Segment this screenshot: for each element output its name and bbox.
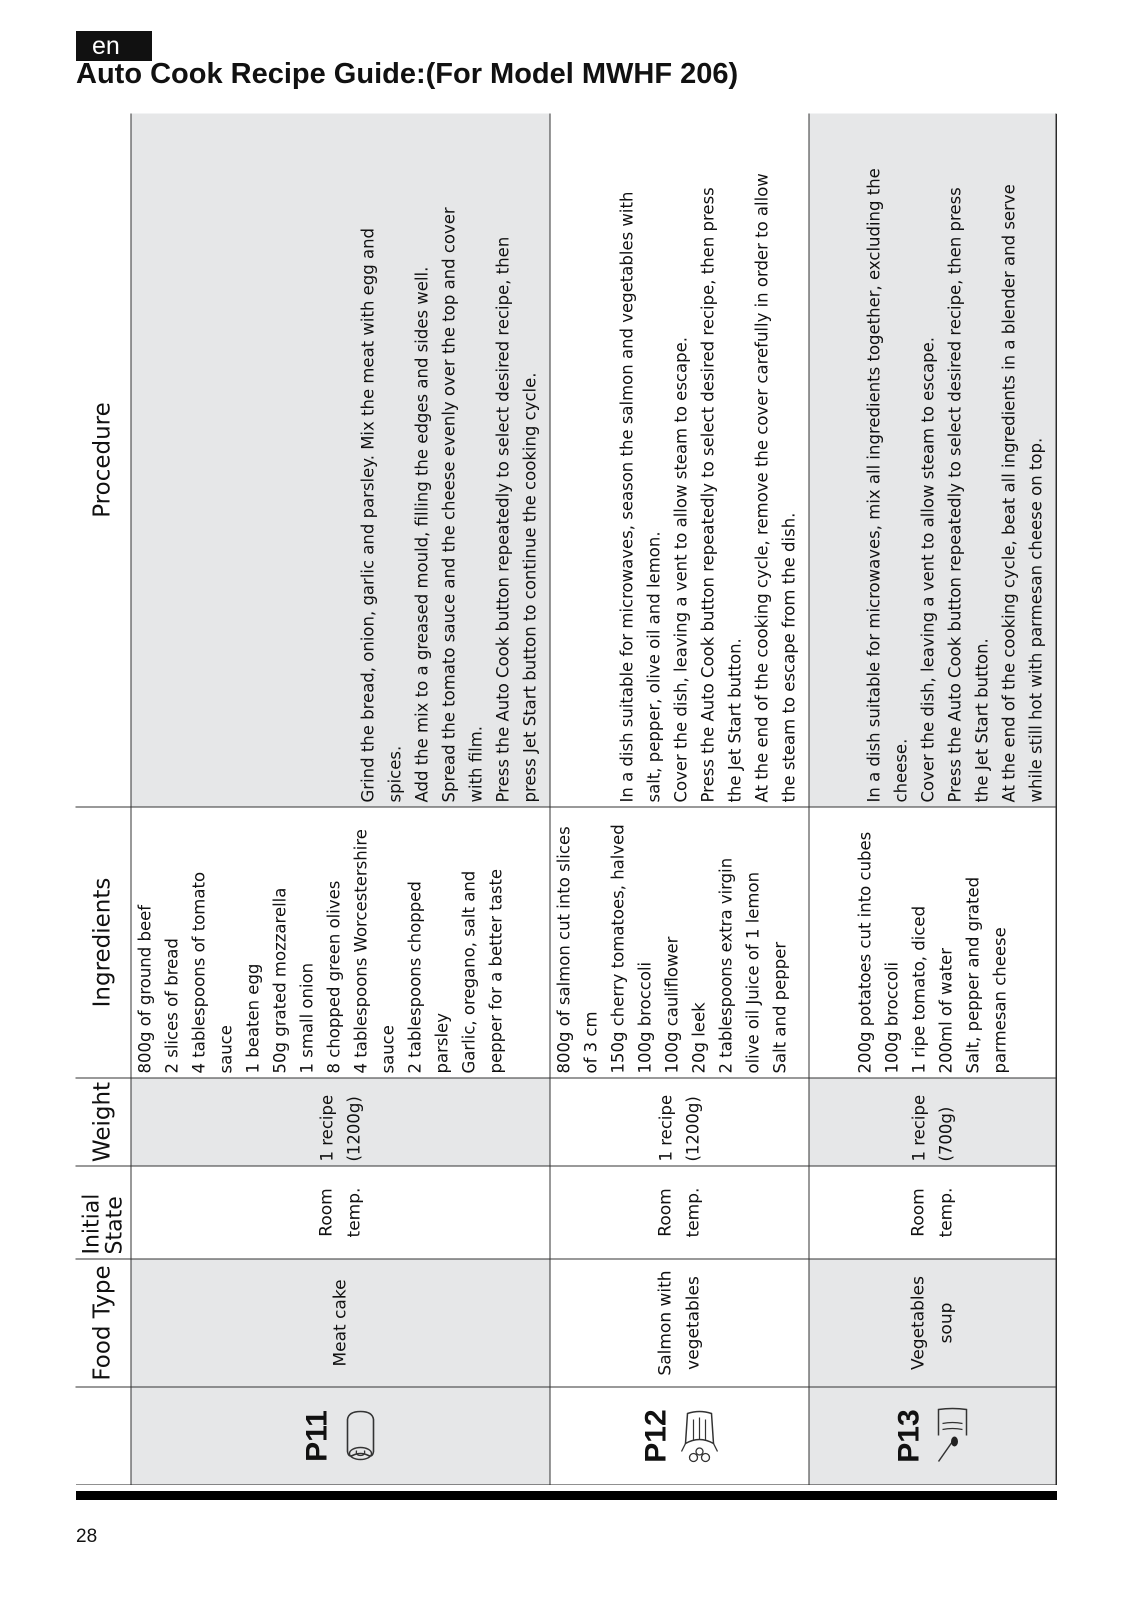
recipe-code: P13 [892,1409,926,1463]
ingredient-line: olive oil Juice of 1 lemon [743,871,763,1074]
initial-state-line: Room [316,1188,337,1237]
food-type-line: Salmon with [655,1270,676,1376]
ingredient-line: 100g broccoli [882,961,902,1074]
ingredient-line: 20g leek [689,1002,709,1074]
initial-state-line: temp. [683,1187,704,1238]
ingredient-line: 4 tablespoons Worcestershire [351,829,371,1074]
weight-line: (1200g) [344,1096,364,1162]
ingredient-line: 1 small onion [297,962,317,1074]
ingredient-line: 2 tablespoons extra virgin [716,857,736,1074]
procedure-line: Cover the dish, leaving a vent to allow steam to escape. [918,337,938,803]
weight-cell [810,1078,1057,1166]
meat-cake-icon [341,1406,381,1466]
ingredient-line: Salt and pepper [770,941,790,1074]
procedure-cell [810,114,1057,807]
procedure-line: Spread the tomato sauce and the cheese evenly over the top and cover [439,207,459,803]
initial-state-line: temp. [936,1187,957,1238]
ingredient-line: 1 beaten egg [243,963,263,1074]
ingredient-line: 200g potatoes cut into cubes [855,831,875,1074]
initial-state-cell [132,1166,551,1259]
ingredient-line: 800g of salmon cut into slices [554,826,574,1074]
bottom-rule [76,1491,1057,1500]
ingredients-cell [810,807,1057,1078]
initial-state-line: Room [908,1188,929,1237]
procedure-line: cheese. [891,738,911,803]
ingredients-cell [551,807,810,1078]
ingredients-cell [132,807,551,1078]
initial-state-line: temp. [344,1187,365,1238]
procedure-line: salt, pepper, olive oil and lemon. [644,531,664,803]
initial-state-line: Room [655,1188,676,1237]
header-ingredients: Ingredients [76,807,132,1078]
procedure-line: Grind the bread, onion, garlic and parsley. Mix the meat with egg and [358,227,378,803]
ingredient-line: of 3 cm [581,1011,601,1074]
salmon-vegetables-icon [680,1406,720,1466]
page-number: 28 [76,1526,98,1547]
header-initial-state-line2: State [102,1196,127,1255]
recipe-table [76,114,1057,1485]
weight-cell [132,1078,551,1166]
ingredient-line: 8 chopped green olives [324,880,344,1074]
ingredient-line: 800g of ground beef [135,904,155,1074]
recipe-code: P12 [639,1409,673,1463]
language-tag: en [76,31,152,61]
ingredient-line: 150g cherry tomatoes, halved [608,824,628,1074]
soup-icon [933,1406,973,1466]
procedure-line: Cover the dish, leaving a vent to allow steam to escape. [671,337,691,803]
weight-line: 1 recipe [909,1094,929,1162]
food-type-cell [132,1259,551,1387]
procedure-line: Press the Auto Cook button repeatedly to select desired recipe, then press [945,187,965,803]
ingredient-line: 50g grated mozzarella [270,887,290,1074]
recipe-code: P11 [300,1410,334,1462]
header-food-type: Food Type [76,1259,132,1387]
ingredient-line: sauce [216,1025,236,1074]
page-title: Auto Cook Recipe Guide:(For Model MWHF 206) [76,58,739,90]
ingredient-line: 2 tablespoons chopped [405,881,425,1074]
ingredient-line: 200ml of water [936,947,956,1074]
ingredient-line: sauce [378,1025,398,1074]
food-type-cell [810,1259,1057,1387]
procedure-line: Press the Auto Cook button repeatedly to select desired recipe, then [493,236,513,803]
weight-line: 1 recipe [317,1094,337,1162]
ingredient-line: Salt, pepper and grated [963,876,983,1074]
ingredient-line: Garlic, oregano, salt and [459,870,479,1074]
food-type-line: vegetables [683,1276,704,1370]
procedure-line: spices. [385,745,405,803]
procedure-line: In a dish suitable for microwaves, mix all ingredients together, excluding the [864,168,884,803]
row-code-cell [810,1387,1057,1485]
initial-state-cell [810,1166,1057,1259]
procedure-cell [132,114,551,807]
row-code-cell [551,1387,810,1485]
ingredient-line: pepper for a better taste [486,868,506,1074]
ingredient-line: 4 tablespoons of tomato [189,871,209,1074]
ingredient-line: 2 slices of bread [162,938,182,1074]
procedure-line: while still hot with parmesan cheese on top. [1026,437,1046,803]
procedure-line: with film. [466,725,486,803]
procedure-line: the Jet Start button. [725,638,745,803]
procedure-line: At the end of the cooking cycle, remove the cover carefully in order to allow [752,173,772,803]
procedure-line: the steam to escape from the dish. [779,512,799,803]
weight-cell [551,1078,810,1166]
row-code-cell [132,1387,551,1485]
procedure-cell [551,114,810,807]
food-type-line: Vegetables [908,1276,929,1370]
header-initial-state [76,1166,132,1259]
header-initial-state-line1: Initial [79,1193,104,1255]
procedure-line: the Jet Start button. [972,638,992,803]
weight-line: (700g) [936,1106,956,1162]
procedure-line: Press the Auto Cook button repeatedly to select desired recipe, then press [698,187,718,803]
food-type-line: soup [936,1302,957,1344]
food-type-cell [551,1259,810,1387]
header-procedure: Procedure [76,114,132,807]
header-code [76,1387,132,1485]
header-weight: Weight [76,1078,132,1166]
ingredient-line: 100g cauliflower [662,936,682,1074]
initial-state-cell [551,1166,810,1259]
procedure-line: Add the mix to a greased mould, filling the edges and sides well. [412,266,432,803]
ingredient-line: 100g broccoli [635,961,655,1074]
procedure-line: At the end of the cooking cycle, beat all ingredients in a blender and serve [999,184,1019,803]
procedure-line: In a dish suitable for microwaves, season the salmon and vegetables with [617,191,637,803]
weight-line: (1200g) [683,1096,703,1162]
ingredient-line: parmesan cheese [990,927,1010,1074]
procedure-line: press Jet Start button to continue the cooking cycle. [520,372,540,803]
food-type-line: Meat cake [330,1279,351,1367]
ingredient-line: 1 ripe tomato, diced [909,905,929,1074]
ingredient-line: parsley [432,1013,452,1074]
weight-line: 1 recipe [656,1094,676,1162]
